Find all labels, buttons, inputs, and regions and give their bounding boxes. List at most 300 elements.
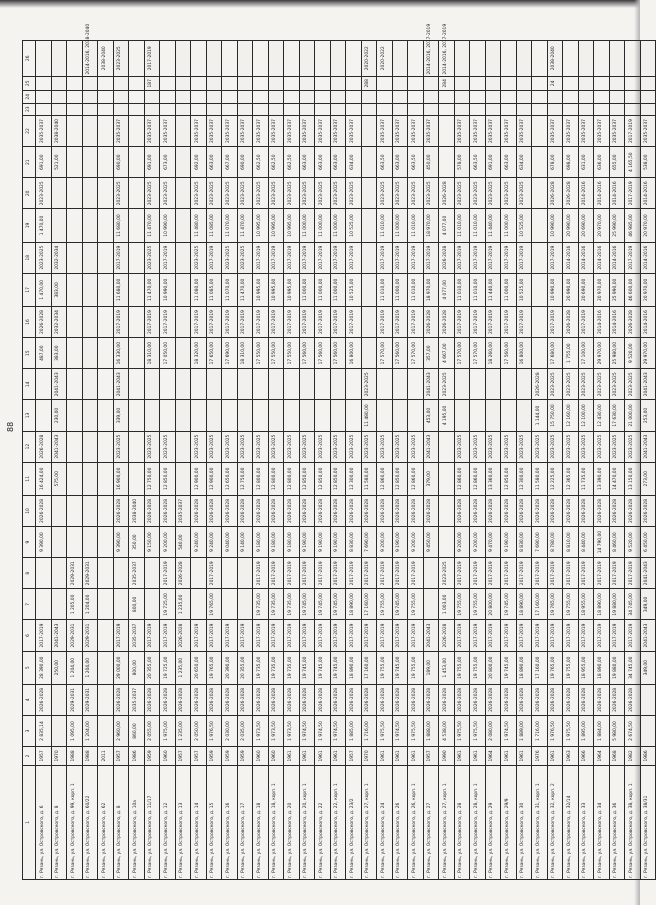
address-cell: г. Рязань, ул. Островского, д. 8 xyxy=(51,765,67,879)
address-cell: г. Рязань, ул. Островского, д. 30 xyxy=(516,765,532,879)
table-row xyxy=(361,41,377,880)
column-number-header: 26 xyxy=(23,41,36,77)
table-cell: 2017-2019 xyxy=(284,306,300,337)
table-cell: 4 538,00 xyxy=(439,715,455,746)
table-cell xyxy=(237,369,253,400)
table-cell xyxy=(253,369,269,400)
table-cell: 2017-2019 xyxy=(377,306,393,337)
column-number-header: 12 xyxy=(23,431,36,462)
address-cell: г. Рязань, ул. Островского, д. 38/31 xyxy=(640,765,656,879)
table-cell: 1966 xyxy=(578,747,594,766)
table-cell: 691,00 xyxy=(144,147,160,178)
table-cell: 2017-2019 xyxy=(563,620,579,651)
table-cell xyxy=(206,103,222,115)
table-cell xyxy=(501,76,517,91)
table-cell: 46 985,00 xyxy=(625,209,641,242)
table-cell: 1 975,50 xyxy=(470,715,486,746)
table-cell: 18 890,00 xyxy=(346,651,362,684)
table-cell xyxy=(284,76,300,91)
table-cell: 2014-2016 xyxy=(594,242,610,273)
address-cell: г. Рязань, ул. Островского, д. 31, корп. 1 xyxy=(532,765,548,879)
table-cell xyxy=(268,369,284,400)
table-cell: 8 830,00 xyxy=(346,527,362,558)
table-cell: 2017-2019 xyxy=(377,620,393,651)
table-cell: 538,00 xyxy=(640,147,656,178)
table-cell: 1 974,50 xyxy=(392,715,408,746)
table-cell: 2017-2019 xyxy=(299,558,315,589)
table-cell xyxy=(175,338,191,369)
table-cell xyxy=(299,103,315,115)
table-cell: 20 690,00 xyxy=(578,273,594,306)
table-cell: 11 735,00 xyxy=(578,462,594,495)
table-cell: 2023-2025 xyxy=(532,431,548,462)
table-cell: 1959 xyxy=(222,747,238,766)
table-cell: 2026-2028 xyxy=(315,684,331,715)
table-cell xyxy=(454,91,470,103)
table-cell: 2017-2019 xyxy=(454,306,470,337)
table-cell: 9 240,00 xyxy=(206,527,222,558)
table-cell: 11 480,00 xyxy=(191,209,207,242)
table-cell: 2035-2037 xyxy=(129,620,145,651)
table-cell xyxy=(113,589,129,620)
table-cell: 2026-2028 xyxy=(439,242,455,273)
table-cell xyxy=(51,684,67,715)
table-cell: 2017-2019 xyxy=(284,242,300,273)
table-cell: 2017-2019 xyxy=(516,242,532,273)
table-cell xyxy=(330,76,346,91)
column-number-header: 22 xyxy=(23,115,36,146)
table-cell xyxy=(625,103,641,115)
table-cell: 1988 xyxy=(82,747,98,766)
address-cell: г. Рязань, ул. Островского, д. 32/14 xyxy=(563,765,579,879)
table-cell xyxy=(237,589,253,620)
table-cell xyxy=(377,103,393,115)
table-cell: 2029-2031 xyxy=(67,684,83,715)
table-cell: 12 300,00 xyxy=(516,462,532,495)
table-cell: 19 735,00 xyxy=(268,651,284,684)
table-cell: 2017-2019 xyxy=(392,558,408,589)
table-cell: 13 150,00 xyxy=(625,462,641,495)
table-cell xyxy=(67,41,83,77)
table-cell xyxy=(532,115,548,146)
table-cell xyxy=(82,273,98,306)
table-cell: 2017-2019 xyxy=(299,306,315,337)
table-cell: 2023-2025 xyxy=(625,431,641,462)
table-cell xyxy=(237,76,253,91)
table-cell: 2032-2034 xyxy=(51,306,67,337)
table-cell xyxy=(222,400,238,431)
table-cell xyxy=(346,91,362,103)
table-row xyxy=(423,41,439,880)
table-cell xyxy=(315,369,331,400)
table-cell: 2038-2040 xyxy=(129,495,145,526)
table-cell: 2017-2019 xyxy=(392,306,408,337)
table-cell xyxy=(129,147,145,178)
table-cell xyxy=(175,76,191,91)
table-cell: 11 470,00 xyxy=(237,273,253,306)
table-cell: 1 204,00 xyxy=(67,651,83,684)
table-cell: 2026-2028 xyxy=(547,684,563,715)
table-cell: 2023-2025 xyxy=(315,178,331,209)
table-cell: 2017-2019 xyxy=(346,242,362,273)
table-cell xyxy=(98,589,114,620)
table-cell xyxy=(346,103,362,115)
table-row xyxy=(144,41,160,880)
table-cell: 2 835,14 xyxy=(36,715,52,746)
table-cell: 19 755,00 xyxy=(470,589,486,620)
table-cell: 11 680,00 xyxy=(113,273,129,306)
table-cell: 2026-2028 xyxy=(253,495,269,526)
table-cell: 8 460,00 xyxy=(609,527,625,558)
table-row xyxy=(578,41,594,880)
table-cell xyxy=(253,91,269,103)
table-cell: 2029-2031 xyxy=(67,558,83,589)
table-cell xyxy=(67,76,83,91)
table-cell xyxy=(36,589,52,620)
table-cell: 2020-2022 xyxy=(361,41,377,77)
table-cell: 2023-2025 xyxy=(206,178,222,209)
table-cell: 2 960,00 xyxy=(113,715,129,746)
table-cell: 2017-2019 xyxy=(547,242,563,273)
table-cell: 2023-2025 xyxy=(253,431,269,462)
table-cell: 2026-2028 xyxy=(408,684,424,715)
table-cell xyxy=(82,495,98,526)
table-cell: 631,00 xyxy=(578,147,594,178)
column-number-header: 10 xyxy=(23,495,36,526)
table-cell: 2023-2025 xyxy=(222,242,238,273)
table-cell: 2023-2025 xyxy=(36,178,52,209)
table-cell: 253,00 xyxy=(640,400,656,431)
table-cell: 2026-2028 xyxy=(299,495,315,526)
column-number-header: 15 xyxy=(23,338,36,369)
table-cell: 2023-2025 xyxy=(454,431,470,462)
table-cell: 2017-2019 xyxy=(346,558,362,589)
table-row xyxy=(51,41,67,880)
table-cell: 2035-2037 xyxy=(423,115,439,146)
table-cell: 11 000,00 xyxy=(501,209,517,242)
table-cell: 1959 xyxy=(144,747,160,766)
table-cell: 2017-2019 xyxy=(594,558,610,589)
table-cell xyxy=(485,103,501,115)
table-cell: 663,50 xyxy=(408,147,424,178)
table-cell xyxy=(67,147,83,178)
table-cell xyxy=(129,91,145,103)
address-cell: г. Рязань, ул. Островского, д. 33 xyxy=(578,765,594,879)
address-cell: г. Рязань, ул. Островского, д. 27, корп. 1 xyxy=(361,765,377,879)
table-cell xyxy=(98,369,114,400)
table-cell xyxy=(501,400,517,431)
table-cell: 2023-2025 xyxy=(625,369,641,400)
table-cell xyxy=(268,91,284,103)
table-cell: 17 570,00 xyxy=(377,338,393,369)
table-cell: 4 195,00 xyxy=(439,400,455,431)
table-cell xyxy=(609,76,625,91)
table-cell: 10 990,00 xyxy=(547,209,563,242)
table-cell: 29 970,00 xyxy=(594,338,610,369)
table-cell xyxy=(625,76,641,91)
table-cell xyxy=(361,178,377,209)
table-cell xyxy=(129,103,145,115)
table-cell: 15 750,00 xyxy=(547,400,563,431)
table-cell: 2017-2019 xyxy=(113,620,129,651)
table-cell: 9 190,00 xyxy=(299,527,315,558)
table-cell: 634,00 xyxy=(346,147,362,178)
table-cell: 2023-2025 xyxy=(191,431,207,462)
table-cell: 2017-2019 xyxy=(36,620,52,651)
table-cell: 2041-2043 xyxy=(51,369,67,400)
table-cell: 2023-2025 xyxy=(284,178,300,209)
table-cell: 1961 xyxy=(377,747,393,766)
table-cell: 2017-2019 xyxy=(206,242,222,273)
table-cell: 17 160,00 xyxy=(532,651,548,684)
table-cell: 11 010,00 xyxy=(454,273,470,306)
table-cell: 11 470,00 xyxy=(144,273,160,306)
table-cell: 1959 xyxy=(237,747,253,766)
table-cell: 11 010,00 xyxy=(377,209,393,242)
table-cell: 2 030,00 xyxy=(222,715,238,746)
table-cell xyxy=(268,400,284,431)
table-cell xyxy=(36,91,52,103)
address-cell: г. Рязань, ул. Островского, д. 22 xyxy=(315,765,331,879)
table-cell xyxy=(36,558,52,589)
table-cell: 383,00 xyxy=(51,273,67,306)
column-number-header: 20 xyxy=(23,178,36,209)
table-cell: 10 990,00 xyxy=(160,209,176,242)
table-cell: 2017-2019 xyxy=(268,242,284,273)
table-cell: 1 975,50 xyxy=(454,715,470,746)
table-cell: 349,00 xyxy=(640,589,656,620)
table-cell: 10 525,00 xyxy=(516,209,532,242)
table-cell: 2026-2028 xyxy=(563,684,579,715)
table-cell xyxy=(67,369,83,400)
table-cell xyxy=(98,242,114,273)
table-cell: 1970 xyxy=(361,747,377,766)
table-cell: 2026-2028 xyxy=(485,495,501,526)
table-cell xyxy=(563,76,579,91)
table-cell: 18 320,00 xyxy=(191,338,207,369)
table-cell xyxy=(439,462,455,495)
table-cell: 25 990,00 xyxy=(609,273,625,306)
column-number-header: 17 xyxy=(23,273,36,306)
table-cell: 636,00 xyxy=(594,147,610,178)
address-cell: г. Рязань, ул. Островского, д. 32, корп. 2 xyxy=(547,765,563,879)
table-cell: 11 080,00 xyxy=(191,273,207,306)
table-cell: 17 160,00 xyxy=(361,651,377,684)
table-cell: 11 000,00 xyxy=(330,273,346,306)
table-cell: 17 560,00 xyxy=(299,338,315,369)
table-cell xyxy=(98,400,114,431)
table-cell xyxy=(67,527,83,558)
table-cell: 2035-2037 xyxy=(237,115,253,146)
table-cell: 2017-2019 xyxy=(346,306,362,337)
table-cell xyxy=(51,715,67,746)
table-cell: 10 990,00 xyxy=(160,273,176,306)
table-cell: 2017-2019 xyxy=(625,178,641,209)
table-cell xyxy=(408,400,424,431)
column-number-header: 19 xyxy=(23,209,36,242)
table-cell xyxy=(98,76,114,91)
table-cell: 663,00 xyxy=(206,147,222,178)
table-cell: 2026-2028 xyxy=(206,495,222,526)
table-cell: 20 355,00 xyxy=(144,651,160,684)
table-cell: 2017-2019 xyxy=(299,242,315,273)
table-cell: 2035-2037 xyxy=(501,115,517,146)
table-cell: 2035-2037 xyxy=(113,115,129,146)
table-cell: 11 010,00 xyxy=(377,273,393,306)
table-cell: 1957 xyxy=(346,747,362,766)
table-cell xyxy=(191,91,207,103)
table-cell: 2023-2025 xyxy=(113,431,129,462)
table-cell: 19 745,00 xyxy=(392,589,408,620)
table-cell: 19 755,00 xyxy=(408,589,424,620)
table-cell xyxy=(392,76,408,91)
table-cell: 29 000,00 xyxy=(113,651,129,684)
table-cell: 2026-2028 xyxy=(392,495,408,526)
table-cell xyxy=(439,115,455,146)
table-cell: 2017-2019 xyxy=(113,242,129,273)
table-cell xyxy=(516,41,532,77)
table-cell xyxy=(98,103,114,115)
table-cell: 8 780,00 xyxy=(547,527,563,558)
table-cell xyxy=(144,91,160,103)
table-cell: 2026-2028 xyxy=(346,495,362,526)
table-row xyxy=(330,41,346,880)
table-cell: 2014-2016 xyxy=(609,242,625,273)
table-cell xyxy=(222,76,238,91)
table-cell xyxy=(222,589,238,620)
table-cell: 9 200,00 xyxy=(160,527,176,558)
table-cell xyxy=(594,76,610,91)
table-cell: 2041-2043 xyxy=(640,369,656,400)
table-cell xyxy=(532,103,548,115)
table-cell: 2035-2037 xyxy=(36,115,52,146)
table-cell: 634,00 xyxy=(516,147,532,178)
table-cell: 2029-2031 xyxy=(82,620,98,651)
table-cell: 18 310,00 xyxy=(144,338,160,369)
table-cell xyxy=(67,431,83,462)
table-cell: 2017-2019 xyxy=(268,620,284,651)
table-cell: 9 470,00 xyxy=(485,527,501,558)
table-cell: 2026-2028 xyxy=(377,495,393,526)
table-cell: 9 180,00 xyxy=(268,527,284,558)
table-cell: 2014-2016 xyxy=(609,178,625,209)
table-cell: 1 974,50 xyxy=(330,715,346,746)
table-cell: 2026-2028 xyxy=(423,306,439,337)
table-cell: 662,50 xyxy=(284,147,300,178)
column-number-header: 6 xyxy=(23,620,36,651)
table-cell: 1 884,00 xyxy=(594,715,610,746)
table-cell: 4 165,50 xyxy=(625,147,641,178)
column-number-header: 16 xyxy=(23,306,36,337)
table-cell: 17 630,00 xyxy=(609,400,625,431)
table-cell xyxy=(501,41,517,77)
table-cell: 25 980,00 xyxy=(609,338,625,369)
table-cell: 578,00 xyxy=(454,147,470,178)
table-cell: 12 860,00 xyxy=(454,462,470,495)
table-cell: 1976 xyxy=(532,747,548,766)
table-cell xyxy=(222,558,238,589)
table-cell xyxy=(284,400,300,431)
table-cell xyxy=(113,103,129,115)
table-cell: 663,00 xyxy=(299,147,315,178)
table-cell: 2023-2025 xyxy=(439,558,455,589)
table-row xyxy=(454,41,470,880)
table-cell: 1964 xyxy=(594,747,610,766)
table-cell xyxy=(67,338,83,369)
table-cell: 19 765,00 xyxy=(206,651,222,684)
table-cell: 10 995,00 xyxy=(253,209,269,242)
table-cell: 2026-2028 xyxy=(532,495,548,526)
table-cell: 9 200,00 xyxy=(408,527,424,558)
table-cell xyxy=(532,76,548,91)
table-cell xyxy=(175,147,191,178)
table-cell: 2023-2025 xyxy=(501,431,517,462)
column-number-header: 18 xyxy=(23,242,36,273)
table-cell: 2041-2043 xyxy=(423,369,439,400)
table-cell xyxy=(222,41,238,77)
table-body xyxy=(36,23,656,880)
table-cell xyxy=(439,103,455,115)
table-cell xyxy=(361,91,377,103)
table-cell xyxy=(175,273,191,306)
table-cell xyxy=(51,495,67,526)
table-cell xyxy=(315,103,331,115)
table-cell xyxy=(361,273,377,306)
table-cell: 9 390,00 xyxy=(36,527,52,558)
table-cell: 2017-2019 xyxy=(191,620,207,651)
table-cell: 2026-2028 xyxy=(408,495,424,526)
table-cell xyxy=(609,41,625,77)
table-cell xyxy=(346,400,362,431)
table-cell xyxy=(532,147,548,178)
table-cell: 2017-2019 xyxy=(485,558,501,589)
table-cell: 2026-2028 xyxy=(237,495,253,526)
table-cell xyxy=(82,431,98,462)
table-cell: 2035-2037 xyxy=(470,115,486,146)
table-cell: 12 860,00 xyxy=(470,462,486,495)
table-cell xyxy=(423,558,439,589)
table-row xyxy=(113,41,129,880)
table-cell: 2023-2025 xyxy=(144,431,160,462)
table-cell: 9 190,00 xyxy=(315,527,331,558)
table-cell xyxy=(51,527,67,558)
table-cell: 2023-2025 xyxy=(191,242,207,273)
table-cell xyxy=(439,147,455,178)
table-cell: 663,00 xyxy=(501,147,517,178)
table-cell: 2026-2028 xyxy=(547,178,563,209)
table-cell xyxy=(129,400,145,431)
table-cell: 655,00 xyxy=(609,147,625,178)
table-cell: 2017-2019 xyxy=(392,620,408,651)
table-cell: 2017-2019 xyxy=(284,558,300,589)
table-cell xyxy=(113,76,129,91)
table-row xyxy=(346,41,362,880)
table-cell xyxy=(392,400,408,431)
table-cell: 2017-2019 xyxy=(268,306,284,337)
table-cell: 1 973,50 xyxy=(284,715,300,746)
table-cell xyxy=(470,369,486,400)
table-cell xyxy=(439,431,455,462)
table-cell: 698,00 xyxy=(563,147,579,178)
table-cell: 12 850,00 xyxy=(501,462,517,495)
table-cell: 9 190,00 xyxy=(392,527,408,558)
table-cell: 2017-2019 xyxy=(408,306,424,337)
table-cell xyxy=(532,209,548,242)
rotated-table-sheet xyxy=(22,23,650,880)
table-cell: 2023-2025 xyxy=(268,431,284,462)
table-cell xyxy=(330,91,346,103)
table-cell xyxy=(144,558,160,589)
